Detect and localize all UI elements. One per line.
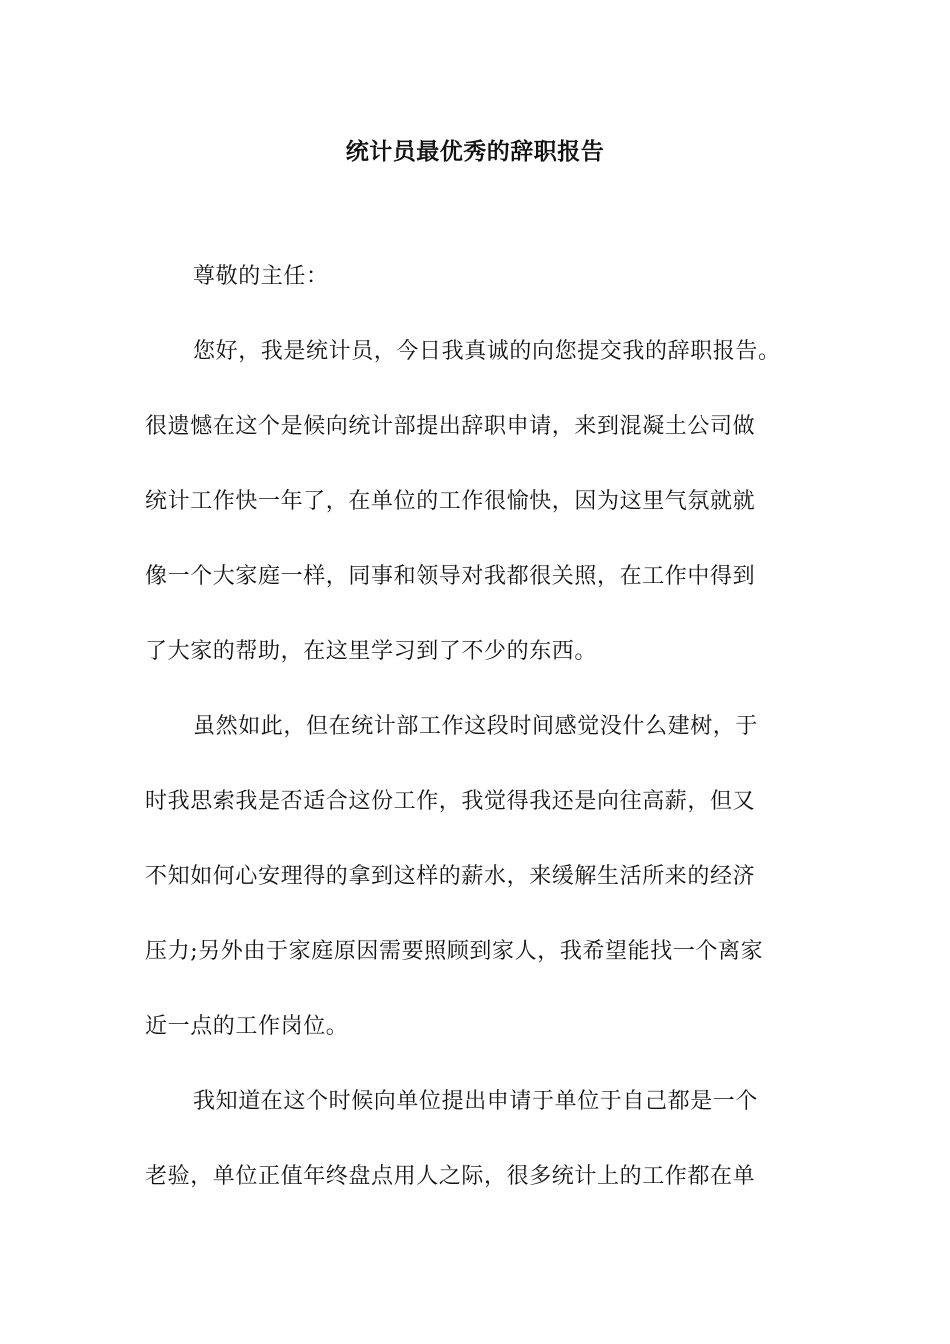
paragraph-4-line-2: 老验，单位正值年终盘点用人之际，很多统计上的工作都在单 xyxy=(145,1164,756,1189)
document-title: 统计员最优秀的辞职报告 xyxy=(345,138,605,165)
paragraph-3-line-4: 压力;另外由于家庭原因需要照顾到家人，我希望能找一个离家 xyxy=(145,939,764,964)
salutation: 尊敬的主任： xyxy=(193,264,329,289)
paragraph-3-line-3: 不知如何心安理得的拿到这样的薪水，来缓解生活所来的经济 xyxy=(145,864,756,889)
paragraph-3-line-2: 时我思索我是否适合这份工作，我觉得我还是向往高薪，但又 xyxy=(145,789,756,814)
paragraph-2-line-3: 像一个大家庭一样，同事和领导对我都很关照，在工作中得到 xyxy=(145,564,756,589)
paragraph-2-line-4: 了大家的帮助，在这里学习到了不少的东西。 xyxy=(145,639,598,664)
paragraph-3-line-1: 虽然如此，但在统计部工作这段时间感觉没什么建树，于 xyxy=(193,714,759,739)
paragraph-1-line-1: 您好，我是统计员，今日我真诚的向您提交我的辞职报告。 xyxy=(193,339,781,364)
paragraph-3-line-5: 近一点的工作岗位。 xyxy=(145,1014,349,1039)
paragraph-4-line-1: 我知道在这个时候向单位提出申请于单位于自己都是一个 xyxy=(193,1089,759,1114)
paragraph-2-line-1: 很遗憾在这个是候向统计部提出辞职申请，来到混凝土公司做 xyxy=(145,414,756,439)
paragraph-2-line-2: 统计工作快一年了，在单位的工作很愉快，因为这里气氛就就 xyxy=(145,489,756,514)
